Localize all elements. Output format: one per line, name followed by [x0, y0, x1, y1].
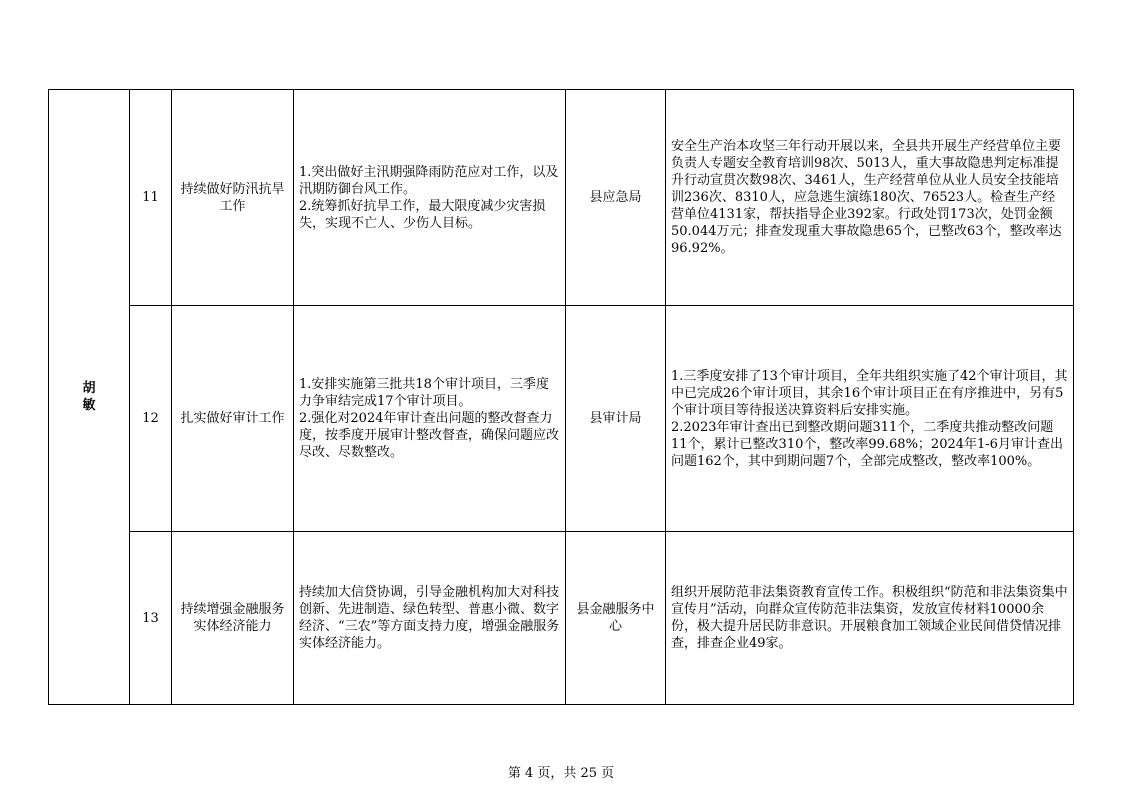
work-progress-table — [48, 89, 1074, 705]
measure-item: 持续加大信贷协调，引导金融机构加大对科技创新、先进制造、绿色转型、普惠小微、数字经济、“三农”等方面支持力度，增强金融服务实体经济能力。 — [299, 585, 560, 651]
row-number-cell: 12 — [130, 306, 172, 532]
progress-cell — [666, 532, 1074, 705]
progress-cell — [666, 306, 1074, 532]
page-footer: 第 4 页，共 25 页 — [507, 766, 615, 781]
measure-item: 1.安排实施第三批共18个审计项目，三季度力争审结完成17个审计项目。 — [299, 377, 549, 409]
task-cell: 扎实做好审计工作 — [172, 306, 294, 532]
task-cell: 持续增强金融服务实体经济能力 — [172, 532, 294, 705]
progress-item: 2.2023年审计查出已到整改期问题311个，二季度共推动整改问题11个，累计已整改310个，整改率99.68%；2024年1-6月审计查出问题162个，其中到期问题7个，全部完成整改，整改率100%。 — [671, 419, 1063, 469]
measure-item: 1.突出做好主汛期强降雨防范应对工作，以及汛期防御台风工作。 — [299, 164, 559, 197]
progress-item: 安全生产治本攻坚三年行动开展以来，全县共开展生产经营单位主要负责人专题安全教育培训98次、5013人，重大事故隐患判定标准提升行动宣贯次数98次、3461人，生产经营单位从业人员安全技能培训236次、8310人，应急逃生演练180次、76523人。检查生产经营单位4131家，帮扶指导企业392家。行政处罚173次，处罚金额50.044万元；排查发现重大事故隐患65个，已整改63个，整改率达96.92%。 — [671, 139, 1062, 256]
table-row — [49, 90, 1074, 306]
table-row — [49, 532, 1074, 705]
measure-item: 2.统筹抓好抗旱工作，最大限度减少灾害损失，实现不亡人、少伤人目标。 — [299, 198, 546, 231]
department-cell: 县审计局 — [566, 306, 666, 532]
row-number-cell: 13 — [130, 532, 172, 705]
measures-cell — [294, 90, 566, 306]
measures-cell — [294, 532, 566, 705]
row-number-cell: 11 — [130, 90, 172, 306]
progress-item: 1.三季度安排了13个审计项目，全年共组织实施了42个审计项目，其中已完成26个审计项目，其余16个审计项目正在有序推进中，另有5个审计项目等待报送决算资料后安排实施。 — [671, 368, 1068, 418]
table-row — [49, 306, 1074, 532]
progress-cell — [666, 90, 1074, 306]
progress-item: 组织开展防范非法集资教育宣传工作。积极组织“防范和非法集资集中宣传月”活动，向群众宣传防范非法集资，发放宣传材料10000余份，极大提升居民防非意识。开展粮食加工领域企业民间借贷情况排查，排查企业49家。 — [671, 585, 1068, 651]
leader-name-cell: 胡 敏 — [49, 90, 130, 705]
task-cell: 持续做好防汛抗旱工作 — [172, 90, 294, 306]
department-cell: 县金融服务中心 — [566, 532, 666, 705]
department-cell: 县应急局 — [566, 90, 666, 306]
measure-item: 2.强化对2024年审计查出问题的整改督查力度，按季度开展审计整改督查，确保问题应改尽改、尽数整改。 — [299, 411, 560, 460]
measures-cell — [294, 306, 566, 532]
